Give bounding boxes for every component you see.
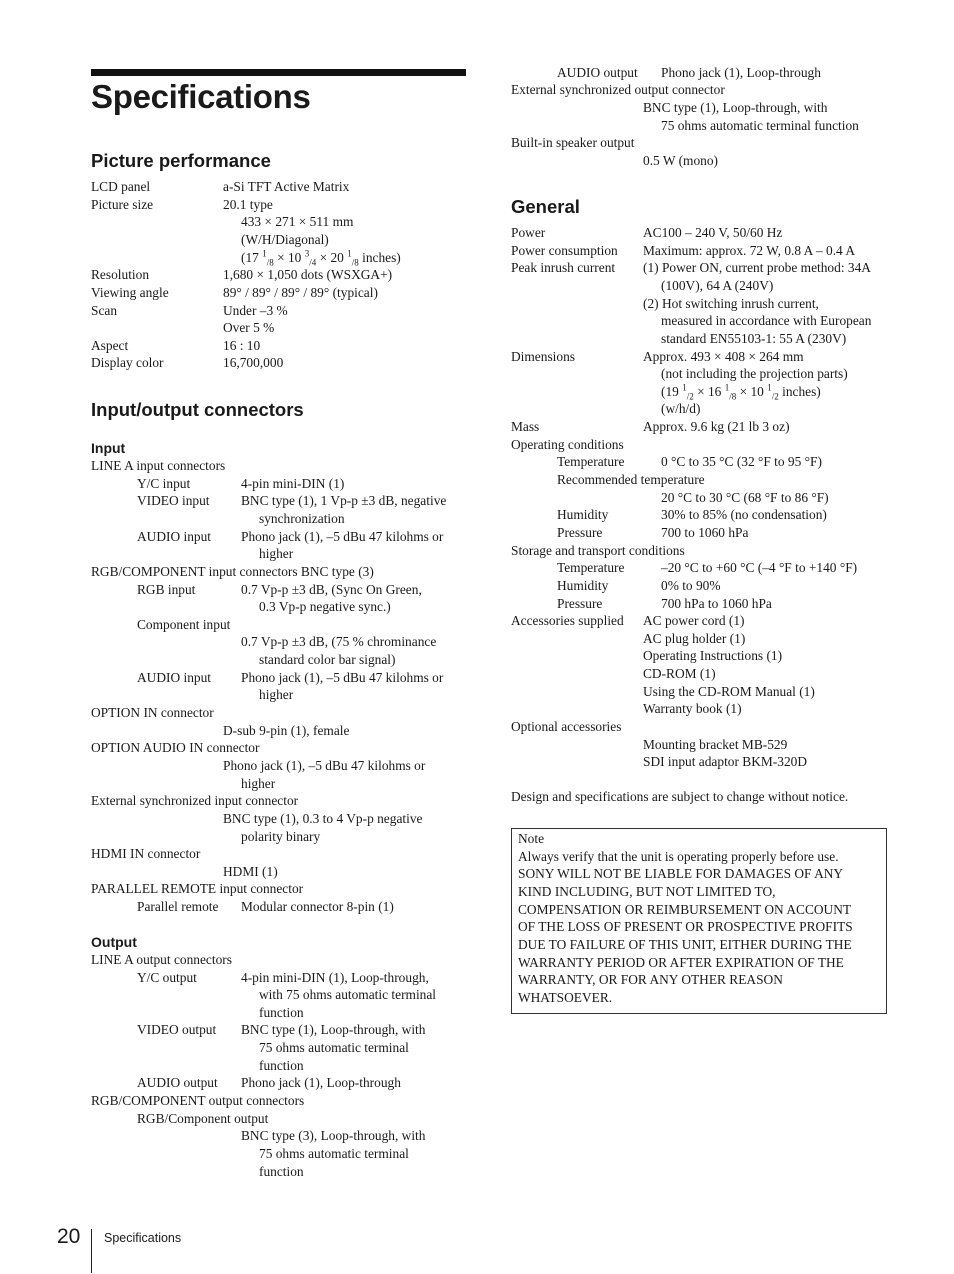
note-line: WARRANTY, OR FOR ANY OTHER REASON xyxy=(518,972,783,987)
spec-value: 700 to 1060 hPa xyxy=(661,525,749,540)
spec-label: RGB/COMPONENT output connectors xyxy=(91,1093,305,1108)
spec-value: polarity binary xyxy=(241,829,321,844)
spec-label: AUDIO input xyxy=(137,529,212,544)
spec-value: function xyxy=(259,1164,304,1179)
spec-label: PARALLEL REMOTE input connector xyxy=(91,881,304,896)
spec-value: (W/H/Diagonal) xyxy=(241,232,329,247)
spec-value: 1,680 × 1,050 dots (WSXGA+) xyxy=(223,267,393,282)
heading-picture-performance: Picture performance xyxy=(91,150,271,171)
spec-label: Aspect xyxy=(91,338,129,353)
spec-label: Power consumption xyxy=(511,243,618,258)
spec-label: AUDIO output xyxy=(137,1075,218,1090)
spec-label: OPTION IN connector xyxy=(91,705,214,720)
spec-label: Dimensions xyxy=(511,349,575,364)
spec-label: LINE A output connectors xyxy=(91,952,232,967)
spec-value: 700 hPa to 1060 hPa xyxy=(661,596,772,611)
spec-value: BNC type (1), Loop-through, with xyxy=(241,1022,426,1037)
spec-value: 0% to 90% xyxy=(661,578,721,593)
spec-label: RGB input xyxy=(137,582,196,597)
spec-value: 0.7 Vp-p ±3 dB, (75 % chrominance xyxy=(241,634,437,649)
spec-value: HDMI (1) xyxy=(223,864,278,879)
note-line: WHATSOEVER. xyxy=(518,990,613,1005)
spec-value: 75 ohms automatic terminal xyxy=(259,1146,409,1161)
spec-value: Approx. 9.6 kg (21 lb 3 oz) xyxy=(643,419,790,434)
spec-label: Pressure xyxy=(557,596,603,611)
note-line: WARRANTY PERIOD OR AFTER EXPIRATION OF THE xyxy=(518,955,844,970)
spec-value: with 75 ohms automatic terminal xyxy=(259,987,437,1002)
note-title: Note xyxy=(518,831,545,846)
spec-value: 16,700,000 xyxy=(223,355,284,370)
spec-value: higher xyxy=(259,546,294,561)
spec-value: (1) Power ON, current probe method: 34A xyxy=(643,260,871,275)
spec-label: Storage and transport conditions xyxy=(511,543,685,558)
spec-value-inches: (19 $^1_{/2}$ × 16 $^1_{/8}$ × 10 $^1_{/2}$ inches) xyxy=(661,382,821,402)
list-item: Warranty book (1) xyxy=(643,701,742,716)
spec-label: HDMI IN connector xyxy=(91,846,201,861)
heading-output: Output xyxy=(91,934,137,950)
spec-value: Phono jack (1), Loop-through xyxy=(661,65,821,80)
spec-value: synchronization xyxy=(259,511,345,526)
spec-value: 4-pin mini-DIN (1), Loop-through, xyxy=(241,970,429,985)
spec-value: 75 ohms automatic terminal function xyxy=(661,118,859,133)
spec-value: (not including the projection parts) xyxy=(661,366,848,381)
spec-value: standard EN55103-1: 55 A (230V) xyxy=(661,331,847,346)
note-line: OF THE LOSS OF PRESENT OR PROSPECTIVE PROFITS xyxy=(518,919,853,934)
spec-value: Phono jack (1), –5 dBu 47 kilohms or xyxy=(223,758,426,773)
spec-value: a-Si TFT Active Matrix xyxy=(223,179,350,194)
spec-value: Modular connector 8-pin (1) xyxy=(241,899,394,914)
spec-label: Resolution xyxy=(91,267,150,282)
spec-value: BNC type (1), 0.3 to 4 Vp-p negative xyxy=(223,811,423,826)
spec-value: Over 5 % xyxy=(223,320,275,335)
spec-value: AC100 – 240 V, 50/60 Hz xyxy=(643,225,783,240)
spec-label: External synchronized output connector xyxy=(511,82,725,97)
page-number: 20 xyxy=(57,1225,81,1248)
spec-label: Peak inrush current xyxy=(511,260,616,275)
spec-label: Scan xyxy=(91,303,118,318)
spec-value: 0.7 Vp-p ±3 dB, (Sync On Green, xyxy=(241,582,422,597)
spec-value: D-sub 9-pin (1), female xyxy=(223,723,350,738)
spec-value: Phono jack (1), –5 dBu 47 kilohms or xyxy=(241,529,444,544)
spec-value: 20.1 type xyxy=(223,197,273,212)
page-title: Specifications xyxy=(91,78,311,115)
spec-value: (2) Hot switching inrush current, xyxy=(643,296,819,311)
spec-value: Maximum: approx. 72 W, 0.8 A – 0.4 A xyxy=(643,243,856,258)
spec-label: Temperature xyxy=(557,454,625,469)
spec-value: 0.5 W (mono) xyxy=(643,153,719,168)
list-item: AC plug holder (1) xyxy=(643,631,746,646)
spec-value: 16 : 10 xyxy=(223,338,261,353)
spec-label: AUDIO output xyxy=(557,65,638,80)
spec-value: function xyxy=(259,1005,304,1020)
list-item: Mounting bracket MB-529 xyxy=(643,737,788,752)
spec-label: OPTION AUDIO IN connector xyxy=(91,740,260,755)
spec-value: BNC type (3), Loop-through, with xyxy=(241,1128,426,1143)
title-rule xyxy=(91,69,466,76)
spec-value: 0.3 Vp-p negative sync.) xyxy=(259,599,391,614)
spec-value: 4-pin mini-DIN (1) xyxy=(241,476,345,491)
spec-label: Recommended temperature xyxy=(557,472,705,487)
spec-label: RGB/Component output xyxy=(137,1111,269,1126)
spec-label: VIDEO input xyxy=(137,493,210,508)
list-item: Using the CD-ROM Manual (1) xyxy=(643,684,815,699)
spec-value: Phono jack (1), –5 dBu 47 kilohms or xyxy=(241,670,444,685)
spec-label: Optional accessories xyxy=(511,719,622,734)
list-item: SDI input adaptor BKM-320D xyxy=(643,754,808,769)
spec-label: Picture size xyxy=(91,197,154,212)
design-notice: Design and specifications are subject to change without notice. xyxy=(511,789,849,804)
spec-value: 0 °C to 35 °C (32 °F to 95 °F) xyxy=(661,454,822,469)
spec-value: Phono jack (1), Loop-through xyxy=(241,1075,401,1090)
spec-value: measured in accordance with European xyxy=(661,313,872,328)
spec-label: Power xyxy=(511,225,546,240)
spec-label: Viewing angle xyxy=(91,285,169,300)
note-line: COMPENSATION OR REIMBURSEMENT ON ACCOUNT xyxy=(518,902,852,917)
spec-label: Built-in speaker output xyxy=(511,135,635,150)
spec-label: Display color xyxy=(91,355,164,370)
spec-value: –20 °C to +60 °C (–4 °F to +140 °F) xyxy=(661,560,858,575)
spec-value-inches: (17 $^1_{/8}$ × 10 $^3_{/4}$ × 20 $^1_{/8}$ inches) xyxy=(241,248,401,268)
spec-label: Humidity xyxy=(557,507,609,522)
spec-value: 30% to 85% (no condensation) xyxy=(661,507,827,522)
spec-label: Operating conditions xyxy=(511,437,624,452)
spec-label: Humidity xyxy=(557,578,609,593)
list-item: AC power cord (1) xyxy=(643,613,745,628)
spec-value: standard color bar signal) xyxy=(259,652,396,667)
spec-label: External synchronized input connector xyxy=(91,793,299,808)
note-line: DUE TO FAILURE OF THIS UNIT, EITHER DURING THE xyxy=(518,937,852,952)
spec-label: AUDIO input xyxy=(137,670,212,685)
spec-value: higher xyxy=(241,776,276,791)
spec-label: Temperature xyxy=(557,560,625,575)
spec-label: Y/C input xyxy=(137,476,191,491)
spec-value: Approx. 493 × 408 × 264 mm xyxy=(643,349,804,364)
list-item: CD-ROM (1) xyxy=(643,666,716,681)
note-line: SONY WILL NOT BE LIABLE FOR DAMAGES OF ANY xyxy=(518,866,844,881)
spec-label: Mass xyxy=(511,419,540,434)
spec-value: Under –3 % xyxy=(223,303,288,318)
spec-value: 20 °C to 30 °C (68 °F to 86 °F) xyxy=(661,490,829,505)
spec-label: LINE A input connectors xyxy=(91,458,226,473)
spec-value: 75 ohms automatic terminal xyxy=(259,1040,409,1055)
spec-label: Parallel remote xyxy=(137,899,219,914)
spec-value: BNC type (1), 1 Vp-p ±3 dB, negative xyxy=(241,493,447,508)
heading-input: Input xyxy=(91,440,126,456)
spec-label: VIDEO output xyxy=(137,1022,217,1037)
spec-value: (w/h/d) xyxy=(661,401,701,416)
spec-value: (100V), 64 A (240V) xyxy=(661,278,774,293)
heading-io-connectors: Input/output connectors xyxy=(91,399,304,420)
footer-divider xyxy=(91,1229,92,1273)
spec-label: Y/C output xyxy=(137,970,197,985)
note-line: Always verify that the unit is operating properly before use. xyxy=(518,849,839,864)
footer-section: Specifications xyxy=(104,1231,182,1245)
heading-general: General xyxy=(511,196,580,217)
spec-label: Accessories supplied xyxy=(511,613,624,628)
spec-value: function xyxy=(259,1058,304,1073)
spec-label: RGB/COMPONENT input connectors BNC type (3) xyxy=(91,564,374,579)
note-line: KIND INCLUDING, BUT NOT LIMITED TO, xyxy=(518,884,776,899)
spec-value: BNC type (1), Loop-through, with xyxy=(643,100,828,115)
spec-label: LCD panel xyxy=(91,179,151,194)
spec-value: 89° / 89° / 89° / 89° (typical) xyxy=(223,285,378,300)
spec-label: Component input xyxy=(137,617,231,632)
list-item: Operating Instructions (1) xyxy=(643,648,783,663)
spec-value: higher xyxy=(259,687,294,702)
spec-label: Pressure xyxy=(557,525,603,540)
spec-value: 433 × 271 × 511 mm xyxy=(241,214,354,229)
